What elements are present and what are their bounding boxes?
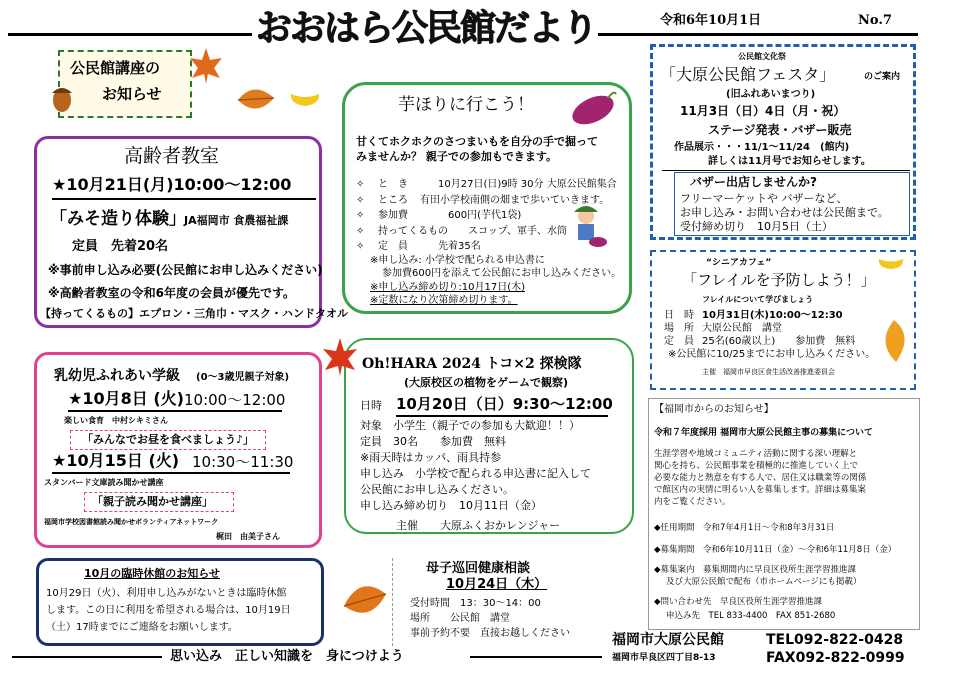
detail-label: 日 時	[664, 310, 694, 321]
sparkle-icon: ✧	[356, 210, 365, 221]
detail-label: と き	[378, 179, 408, 190]
session2-rule	[52, 472, 290, 474]
footer-fax: FAX092-822-0999	[766, 650, 905, 666]
potato-dig-intro1: 甘くてホクホクのさつまいもを自分の手で掘って	[356, 135, 598, 148]
ohara-title: Oh!HARA 2024 トコ×2 探検隊	[362, 356, 582, 372]
acorn-icon	[46, 80, 78, 114]
session1-time: 10:00～12:00	[184, 391, 286, 409]
session1-rule	[68, 410, 282, 412]
ohara-line6: 申し込み締め切り 10月11日（金）	[360, 499, 542, 512]
footer-address: 福岡市早良区四丁目8-13	[612, 653, 716, 663]
ohara-line4: 申し込み 小学校で配られる申込書に記入して	[360, 467, 591, 480]
newsletter-title: おおはら公民館だより	[256, 8, 597, 49]
infant-class-title: 乳幼児ふれあい学級	[54, 368, 180, 384]
sparkle-icon: ✧	[356, 241, 365, 252]
course-banner-line1: 公民館講座の	[70, 59, 161, 77]
detail-value: 大原公民館 講堂	[702, 323, 782, 334]
bazaar-title: バザー出店しませんか?	[690, 175, 817, 189]
detail-label: 持ってくるもの	[378, 225, 448, 237]
festa-sponsor: 公民館文化祭	[738, 52, 786, 61]
city-period: ◆募集期間 令和6年10月11日（金）～令和6年11月8日（金）	[654, 545, 897, 555]
city-notice-body	[654, 448, 866, 508]
session2-lecturer: スタンバード文庫読み聞かせ講座	[44, 478, 164, 487]
detail-value: 有田小学校南側の畑まで歩いていきます。	[420, 194, 610, 206]
body-line: 生涯学習や地域コミュニティ活動に関する深い理解と	[654, 449, 858, 459]
frail-note: ※公民館に10/25までにお申し込みください。	[668, 349, 876, 360]
sparkle-icon: ✧	[356, 179, 365, 190]
potato-dig-apply2: 参加費600円を添えて公民館にお申し込みください。	[382, 268, 622, 279]
ohara-date-rule	[396, 415, 608, 417]
closure-line3: （土）17時までにご連絡をお願いします。	[46, 622, 238, 633]
festa-dates: 11月3日（日）4日（月・祝）	[680, 104, 846, 118]
autumn-leaf-icon	[236, 84, 276, 116]
session2-name: 梶田 由美子さん	[216, 532, 280, 541]
ginkgo-leaf-icon	[876, 256, 906, 282]
festa-program: ステージ発表・バザー販売	[708, 123, 852, 137]
health-location: 場所 公民館 講堂	[410, 613, 510, 624]
issue-number: No.7	[858, 13, 892, 28]
festa-detail: 詳しくは11月号でお知らせします。	[708, 156, 871, 167]
elder-class-date-rule	[52, 198, 316, 200]
potato-dig-intro2: みませんか？ 親子での参加もできます。	[356, 150, 557, 163]
closure-title: 10月の臨時休館のお知らせ	[84, 567, 220, 580]
city-term: ◆任用期間 令和7年4月1日～令和8年3月31日	[654, 523, 835, 533]
sweet-potato-icon	[568, 88, 618, 130]
bazaar-line2: お申し込み・お問い合わせは公民館まで。	[680, 206, 889, 219]
closure-line2: します。この日に利用を希望される場合は、10月19日	[46, 605, 291, 616]
detail-value: 600円(芋代1袋)	[448, 210, 522, 221]
city-notice-header: 【福岡市からのお知らせ】	[654, 404, 774, 415]
elder-class-bring: 【持ってくるもの】エプロン・三角巾・マスク・ハンドタオル	[40, 307, 348, 320]
footer-org-name: 福岡市大原公民館	[612, 632, 724, 648]
detail-value: 10月27日(日)9時 30分 大原公民館集合	[438, 179, 617, 190]
city-contact1: ◆問い合わせ先 早良区役所生涯学習推進課	[654, 597, 823, 607]
bazaar-line3: 受付締め切り 10月5日（土）	[680, 220, 833, 233]
detail-label: 参加費	[378, 210, 408, 221]
autumn-leaf-icon	[874, 318, 914, 364]
health-date: 10月24日（木）	[446, 577, 548, 592]
body-line: 必要な能力と熱意を有する人で、居住又は職業等の関係	[654, 473, 867, 483]
detail-value: 先着35名	[438, 241, 481, 252]
city-guide2: 及び大原公民館で配布（市ホームページにも掲載）	[666, 577, 862, 587]
health-title: 母子巡回健康相談	[426, 561, 531, 576]
health-reservation: 事前予約不要 直接お越しください	[410, 628, 570, 639]
session2-date: ★10月15日 (火)	[52, 451, 180, 470]
frail-title: 「フレイルを予防しよう！」	[682, 271, 876, 289]
frail-kicker: “シニアカフェ”	[706, 258, 772, 268]
detail-value: 25名(60歳以上) 参加費 無料	[702, 336, 856, 347]
ohara-line5: 公民館にお申し込みください。	[360, 483, 514, 496]
farmer-kid-icon	[566, 204, 610, 250]
elder-class-note1: ※事前申し込み必要(公民館にお申し込みください)	[48, 263, 323, 277]
infant-class-age: (0～3歳児親子対象)	[196, 372, 290, 383]
festa-exhibit: 作品展示・・・11/1～11/24 (館内)	[674, 142, 850, 153]
city-contact2: 申込み先 TEL 833-4400 FAX 851-2680	[666, 611, 836, 621]
elder-class-capacity: 定員 先着20名	[72, 239, 169, 254]
ohara-line1: 対象 小学生（親子での参加も大歓迎！！）	[360, 419, 580, 432]
festa-subtitle: (旧ふれあいまつり)	[726, 89, 816, 100]
elder-class-instructor: JA福岡市 食農福祉課	[184, 214, 289, 227]
course-banner-line2: お知らせ	[102, 85, 162, 103]
elder-class-datetime: ★10月21日(月)10:00～12:00	[52, 175, 292, 194]
detail-label: 場 所	[664, 323, 694, 334]
session2-topic: 「親子読み聞かせ講座」	[92, 495, 213, 508]
footer-rule-mid	[470, 656, 602, 658]
sparkle-icon: ✧	[356, 194, 365, 206]
city-guide1: ◆募集案内 募集期間内に早良区役所生涯学習推進課	[654, 565, 857, 575]
frail-organizer: 主催 福岡市早良区食生活改善推進委員会	[702, 368, 835, 376]
detail-label: 定 員	[378, 241, 408, 252]
footer-tel: TEL092-822-0428	[766, 632, 904, 648]
issue-date: 令和6年10月1日	[660, 13, 762, 28]
body-line: で館区内の実情に明るい人を募集します。詳細は募集案	[654, 485, 866, 495]
bazaar-line1: フリーマーケットや バザーなど、	[680, 192, 848, 205]
frail-subtitle: フレイルについて学びましょう	[702, 295, 814, 304]
maple-leaf-icon	[320, 336, 360, 378]
footer-motto: 思い込み 正しい知識を 身につけよう	[170, 649, 404, 664]
ohara-subtitle: (大原校区の植物をゲームで観察)	[404, 376, 569, 389]
city-notice-title: 令和７年度採用 福岡市大原公民館主事の募集について	[654, 428, 873, 438]
potato-dig-title: 芋ほりに行こう！	[398, 95, 534, 115]
closure-line1: 10月29日（火）、利用申し込みがないときは臨時休館	[46, 588, 287, 599]
session2-group: 福岡市学校図書館読み聞かせボランティアネットワーク	[44, 518, 219, 526]
ohara-line3: ※雨天時はカッパ、雨具持参	[360, 451, 502, 464]
session1-lecturer: 楽しい食育 中村シキミさん	[64, 416, 168, 425]
header-rule-left	[8, 33, 252, 36]
frail-details	[664, 309, 855, 348]
body-line: 関心を持ち、公民館事業を積極的に推進していく上で	[654, 461, 859, 471]
potato-dig-apply1: ※申し込み: 小学校で配られる申込書に	[370, 255, 545, 266]
ohara-date-label: 日時	[360, 399, 382, 412]
footer-rule-left	[12, 656, 162, 658]
sparkle-icon: ✧	[356, 225, 365, 237]
body-line: 内をご覧ください。	[654, 497, 731, 507]
autumn-leaf-icon	[340, 576, 390, 626]
detail-value: 10月31日(木)10:00～12:30	[702, 310, 843, 321]
festa-title-suffix: のご案内	[864, 72, 901, 82]
health-reception: 受付時間 13：30～14：00	[410, 598, 541, 609]
potato-dig-deadline: ※申し込み締め切り:10月17日(木)	[370, 282, 525, 293]
detail-label: 定 員	[664, 336, 694, 347]
ohara-date: 10月20日（日）9:30～12:00	[396, 395, 613, 413]
session1-topic: 「みんなでお昼を食べましょう♪」	[82, 433, 255, 446]
session1-date: ★10月8日 (火)	[68, 389, 184, 408]
ohara-line2: 定員 30名 参加費 無料	[360, 435, 506, 448]
potato-dig-closing: ※定数になり次第締め切ります。	[370, 295, 518, 306]
detail-label: ところ	[378, 194, 408, 206]
festa-title: 「大原公民館フェスタ」	[660, 65, 836, 84]
festa-detail-rule	[662, 170, 910, 171]
elder-class-title: 高齢者教室	[124, 145, 220, 167]
ginkgo-leaf-icon	[288, 90, 322, 120]
header-rule-right	[598, 33, 918, 36]
maple-leaf-icon	[188, 46, 224, 86]
elder-class-program: 「みそ造り体験」	[50, 209, 186, 229]
detail-value: スコップ、軍手、水筒	[468, 225, 567, 237]
elder-class-note2: ※高齢者教室の令和6年度の会員が優先です。	[48, 286, 296, 300]
session2-time: 10:30～11:30	[192, 453, 294, 471]
ohara-organizer: 主催 大原ふくおかレンジャー	[396, 519, 561, 532]
